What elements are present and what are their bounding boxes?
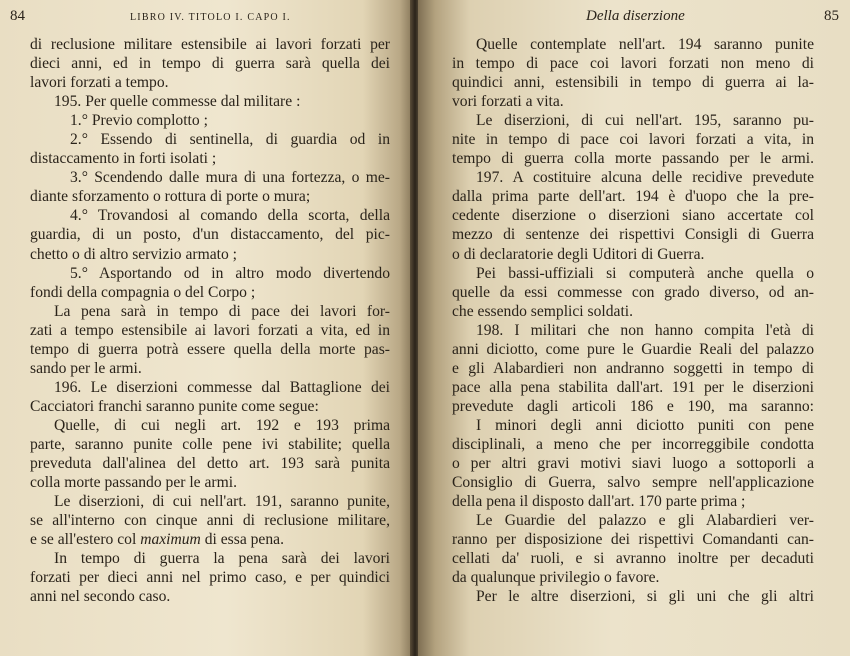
text-line: Cacciatori franchi saranno punite come segue: [30, 397, 319, 415]
text-line: I minori degli anni diciotto puniti con pene [476, 416, 814, 434]
text-line: prevedute dagli articoli 186 e 190, ma saranno: [452, 397, 814, 415]
text-line: 4.° Trovandosi al comando della scorta, della [70, 207, 390, 225]
text-line: parte, saranno punite colle pene ivi stabilite; quella [30, 435, 390, 453]
text-line: Le diserzioni, di cui nell'art. 191, saranno punite, [54, 493, 390, 511]
text-line: Le Guardie del palazzo e gli Alabardieri ver- [476, 512, 814, 530]
text-line: Per le altre diserzioni, si gli uni che gli altri [476, 588, 814, 606]
text-line: ranno per disposizione dei rispettivi Comandanti can- [452, 531, 814, 549]
text-line: colla morte passando per le armi. [30, 474, 237, 492]
page-number-right: 85 [824, 8, 839, 24]
text-line: tempo di guerra colla morte passando per le armi. [452, 150, 814, 168]
text-line: pace alla pena stabilita dall'art. 191 per le diserzioni [452, 378, 814, 396]
text-line: Le diserzioni, di cui nell'art. 195, saranno pu- [476, 112, 814, 130]
running-head-left: LIBRO IV. TITOLO I. CAPO I. [130, 12, 291, 23]
left-page-text [30, 35, 390, 606]
text-line: dieci anni, ed in tempo di guerra sarà quella dei [30, 55, 390, 73]
text-line: di reclusione militare estensibile ai lavori forzati per [30, 36, 390, 53]
text-line: che essendo semplici soldati. [452, 302, 634, 320]
text-line: della pena il disposto dall'art. 170 parte prima ; [452, 493, 746, 511]
left-page [0, 0, 412, 656]
text-line: da qualunque privilegio o favore. [452, 569, 660, 587]
text-line: diante sforzamento o rottura di porte o mura; [30, 188, 311, 206]
text-line: In tempo di guerra la pena sarà dei lavori [54, 550, 390, 568]
text-line: preveduta dall'alinea del detto art. 193 sarà punita [30, 455, 390, 473]
right-page-text [452, 35, 814, 606]
text-line: o di declaratorie degli Uditori di Guerra. [452, 245, 705, 263]
text-line: tempo di guerra potrà essere quella della morte pas- [30, 340, 390, 358]
text-line: vori forzati a vita. [452, 93, 564, 111]
text-line: cellati da' ruoli, e si avranno inoltre per decaduti [452, 550, 814, 568]
text-line: anni diciotto, come pure le Guardie Reali del palazzo [452, 340, 814, 358]
text-line: quindici anni, estensibili in tempo di guerra ai la- [452, 74, 814, 92]
text-line: 1.° Previo complotto ; [70, 112, 208, 130]
text-line: disciplinali, a meno che per incorreggibile condotta [452, 435, 814, 453]
text-line: forzati per dieci anni nel primo caso, e per quindici [30, 569, 390, 587]
text-line: 196. Le diserzioni commesse dal Battaglione dei [54, 378, 390, 396]
text-line: 195. Per quelle commesse dal militare : [54, 93, 301, 111]
text-line: fondi della compagnia o del Corpo ; [30, 283, 256, 301]
running-head-right: Della diserzione [586, 8, 685, 24]
text-line: Quelle, di cui negli art. 192 e 193 prima [54, 416, 390, 434]
text-line: e se all'estero col maximum di essa pena. [30, 531, 284, 549]
text-line: guardia, di un posto, d'un distaccamento, del pic- [30, 226, 390, 244]
text-line: o per altri gravi motivi siavi luogo a sottoporli a [452, 455, 814, 473]
text-line: Consiglio di Guerra, salvo sempre nell'applicazione [452, 474, 814, 492]
text-line: anni nel secondo caso. [30, 588, 171, 606]
right-page [418, 0, 850, 656]
text-line: 5.° Asportando od in altro modo divertendo [70, 264, 390, 282]
text-line: sando per le armi. [30, 359, 142, 377]
text-line: cedente diserzione o diserzioni siano accertate col [452, 207, 814, 225]
text-line: 198. I militari che non hanno compita l'età di [476, 321, 814, 339]
text-line: e gli Alabardieri non andranno soggetti in tempo di [452, 359, 814, 377]
text-line: 3.° Scendendo dalle mura di una fortezza, o me- [70, 169, 390, 187]
text-line: La pena sarà in tempo di pace dei lavori for- [54, 302, 390, 320]
text-line: distaccamento in forti isolati ; [30, 150, 217, 168]
text-line: dalla prima parte dell'art. 194 è d'uopo che la pre- [452, 188, 814, 206]
text-line: 197. A costituire alcuna delle recidive prevedute [476, 169, 814, 187]
text-line: 2.° Essendo di sentinella, di guardia od in [70, 131, 390, 149]
text-line: lavori forzati a tempo. [30, 74, 169, 92]
text-line: zati a tempo estensibile ai lavori forzati a vita, ed in [30, 321, 390, 339]
text-line: mezzo di sentenze dei rispettivi Consigli di Guerra [452, 226, 814, 244]
text-line: chetto o di altro servizio armato ; [30, 245, 237, 263]
text-line: Quelle contemplate nell'art. 194 saranno punite [476, 36, 814, 53]
text-line: nite in tempo di pace coi lavori forzati a vita, in [452, 131, 814, 149]
text-line: Pei bassi-uffiziali si computerà anche quella o [476, 264, 814, 282]
text-line: quelle da essi commesse con grado diverso, od an- [452, 283, 814, 301]
page-number-left: 84 [10, 8, 25, 24]
text-line: se all'interno con cinque anni di reclusione militare, [30, 512, 390, 530]
text-line: in tempo di pace coi lavori forzati non meno di [452, 55, 814, 73]
